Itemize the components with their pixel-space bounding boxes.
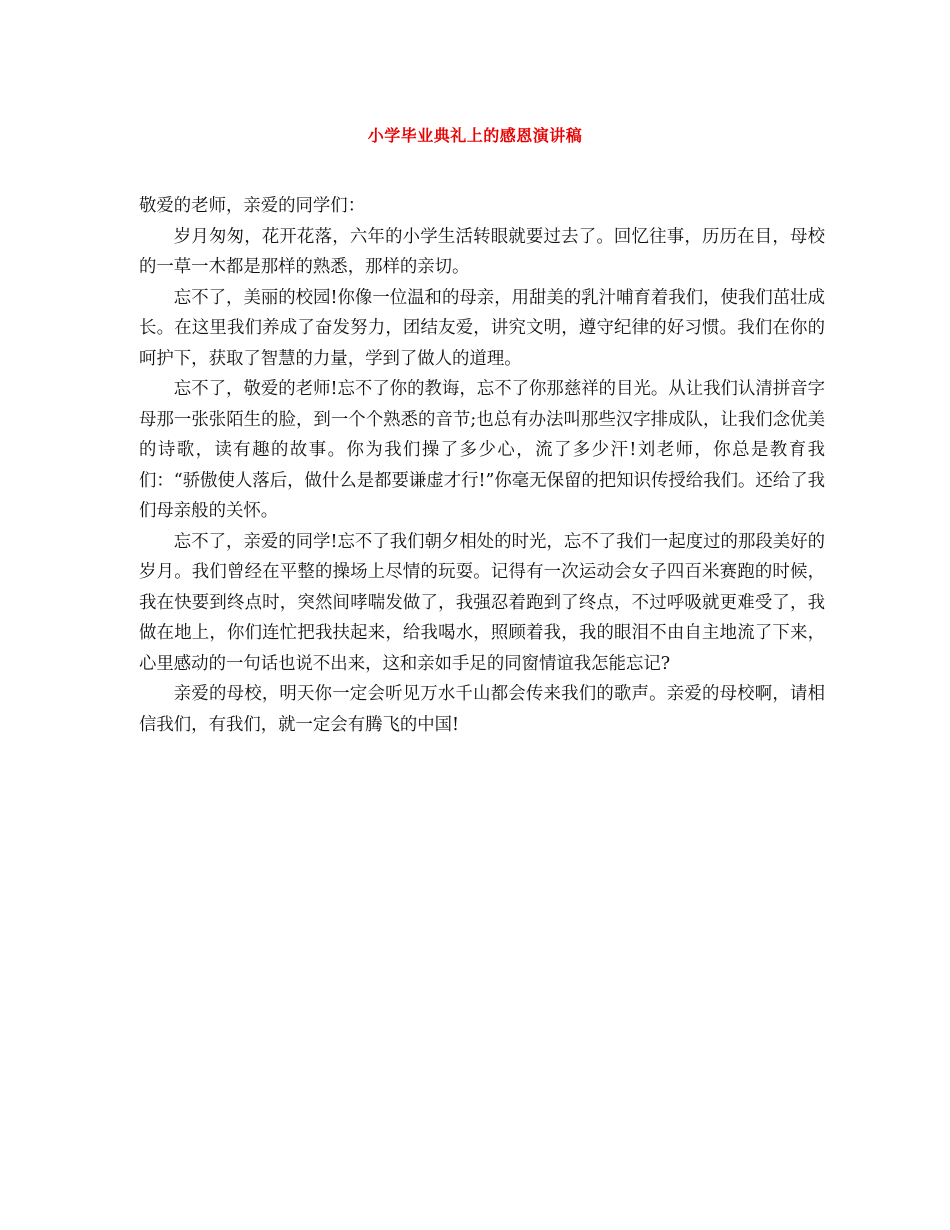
body-paragraph-2: 忘不了，美丽的校园!你像一位温和的母亲，用甜美的乳汁哺育着我们，使我们茁壮成长。在这里我们养成了奋发努力，团结友爱，讲究文明，遵守纪律的好习惯。我们在你的呵护下，获取了智慧的力量，学到了做人的道理。 — [139, 287, 825, 369]
body-paragraph-1: 岁月匆匆，花开花落，六年的小学生活转眼就要过去了。回忆往事，历历在目，母校的一草一木都是那样的熟悉，那样的亲切。 — [139, 226, 825, 277]
body-paragraph-3: 忘不了，敬爱的老师!忘不了你的教诲，忘不了你那慈祥的目光。从让我们认清拼音字母那一张张陌生的脸，到一个个熟悉的音节;也总有办法叫那些汉字排成队，让我们念优美的诗歌，读有趣的故事。你为我们操了多少心，流了多少汗!刘老师，你总是教育我们：“骄傲使人落后，做什么是都要谦虚才行!”你毫无保留的把知识传授给我们。还给了我们母亲般的关怀。 — [139, 379, 825, 521]
body-paragraph-4: 忘不了，亲爱的同学!忘不了我们朝夕相处的时光，忘不了我们一起度过的那段美好的岁月。我们曾经在平整的操场上尽情的玩耍。记得有一次运动会女子四百米赛跑的时候，我在快要到终点时，突然间哮喘发做了，我强忍着跑到了终点，不过呼吸就更难受了，我做在地上，你们连忙把我扶起来，给我喝水，照顾着我，我的眼泪不由自主地流了下来，心里感动的一句话也说不出来，这和亲如手足的同窗情谊我怎能忘记? — [139, 531, 825, 674]
salutation: 敬爱的老师，亲爱的同学们： — [139, 196, 366, 216]
document-body — [139, 191, 825, 740]
body-paragraph-5: 亲爱的母校，明天你一定会听见万水千山都会传来我们的歌声。亲爱的母校啊，请相信我们，有我们，就一定会有腾飞的中国! — [139, 684, 825, 735]
document-title: 小学毕业典礼上的感恩演讲稿 — [367, 126, 583, 145]
